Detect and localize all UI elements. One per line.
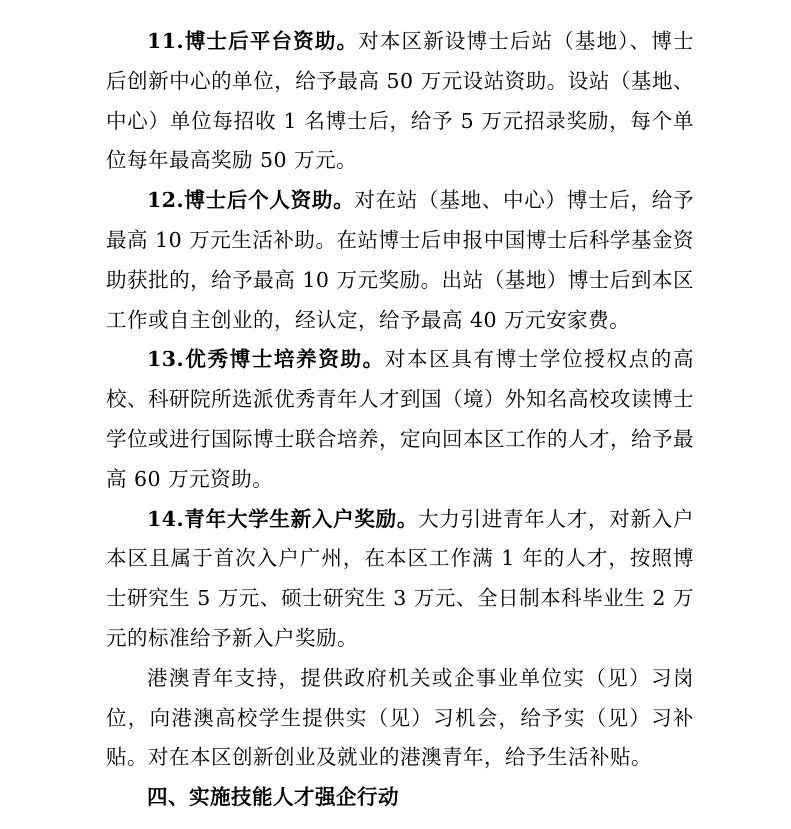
paragraph-postdoc-platform [106, 22, 694, 181]
document-page [106, 22, 694, 818]
paragraph-body: 港澳青年支持，提供政府机关或企事业单位实（见）习岗位，向港澳高校学生提供实（见）习机会，给予实（见）习补贴。对在本区创新创业及就业的港澳青年，给予生活补贴。 [106, 665, 694, 770]
paragraph-postdoc-individual [106, 181, 694, 340]
paragraph-lead: 14.青年大学生新入户奖励。 [147, 506, 419, 531]
paragraph-lead: 13.优秀博士培养资助。 [147, 347, 385, 372]
paragraph-lead: 12.博士后个人资助。 [147, 188, 355, 213]
paragraph-lead: 11.博士后平台资助。 [147, 29, 359, 53]
paragraph-body: 大力引进青年人才，对新入户本区且属于首次入户广州，在本区工作满 1 年的人才，按照博士研究生 5 万元、硕士研究生 3 万元、全日制本科毕业生 2 万元的标准给予新入户奖励。 [106, 506, 694, 650]
section-heading: 四、实施技能人才强企行动 [147, 785, 399, 810]
paragraph-body: 对本区具有博士学位授权点的高校、科研院所选派优秀青年人才到国（境）外知名高校攻读博士学位或进行国际博士联合培养，定向回本区工作的人才，给予最高 60 万元资助。 [106, 347, 695, 491]
paragraph-body: 对在站（基地、中心）博士后，给予最高 10 万元生活补助。在站博士后申报中国博士后科学基金资助获批的，给予最高 10 万元奖励。出站（基地）博士后到本区工作或自主创业的，经认定，给予最高 40 万元安家费。 [106, 188, 695, 332]
paragraph-graduate-residency [106, 500, 694, 659]
paragraph-body: 对本区新设博士后站（基地）、博士后创新中心的单位，给予最高 50 万元设站资助。设站（基地、中心）单位每招收 1 名博士后，给予 5 万元招录奖励，每个单位每年最高奖励 50 万元。 [106, 29, 695, 173]
paragraph-hk-macao-youth [106, 659, 694, 778]
paragraph-phd-training [106, 340, 694, 499]
